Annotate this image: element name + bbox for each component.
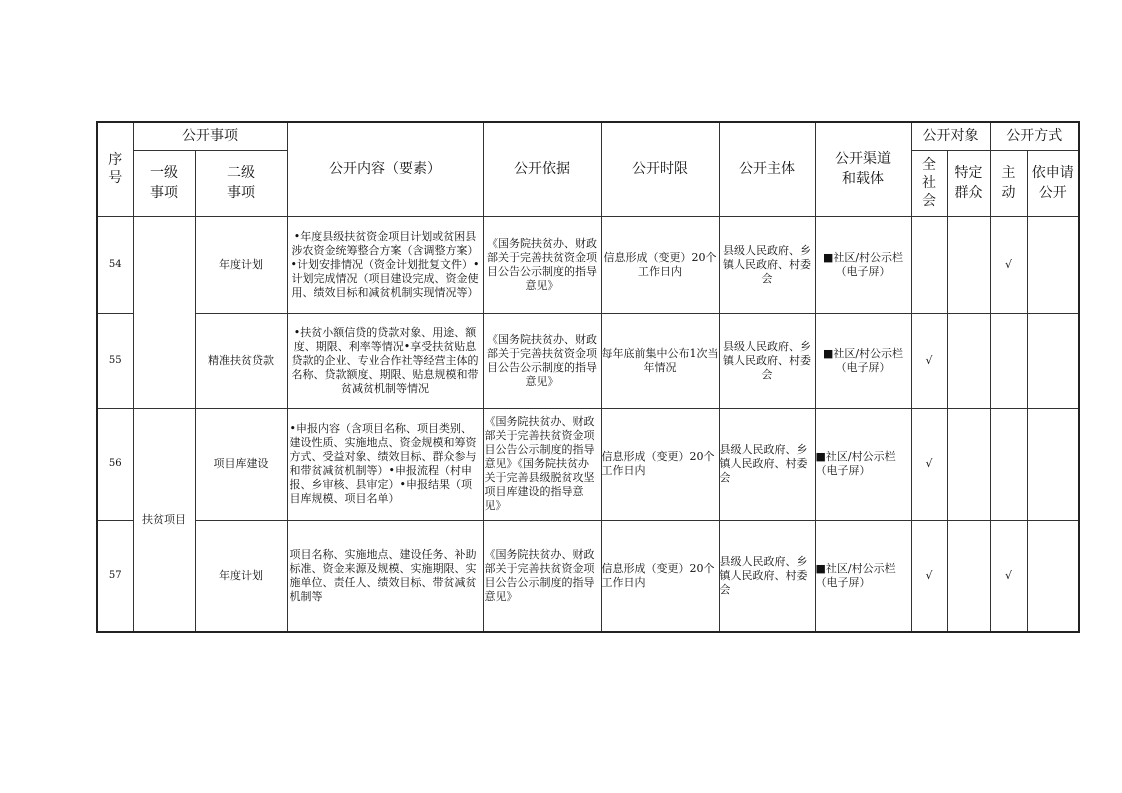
row-seq: 57 — [97, 520, 133, 632]
header-subject: 公开主体 — [719, 122, 815, 216]
row-target-all — [911, 216, 947, 313]
row-subject: 县级人民政府、乡镇人民政府、村委会 — [719, 216, 815, 313]
header-level2: 二级 事项 — [195, 150, 287, 216]
row-time-limit: 信息形成（变更）20个工作日内 — [601, 520, 719, 632]
row-time-limit: 每年底前集中公布1次当年情况 — [601, 313, 719, 408]
row-basis: 《国务院扶贫办、财政部关于完善扶贫资金项目公告公示制度的指导意见》 — [483, 313, 601, 408]
header-time-limit: 公开时限 — [601, 122, 719, 216]
header-public-items: 公开事项 — [133, 122, 287, 150]
row-method-active — [990, 313, 1027, 408]
row-method-apply — [1027, 408, 1079, 520]
row-channel: ■社区/村公示栏（电子屏） — [815, 520, 911, 632]
table-row — [97, 520, 1079, 632]
header-target-all: 全 社 会 — [911, 150, 947, 216]
row-channel: ■社区/村公示栏（电子屏） — [815, 408, 911, 520]
header-target: 公开对象 — [911, 122, 990, 150]
header-level1: 一级 事项 — [133, 150, 195, 216]
header-method-active: 主 动 — [990, 150, 1027, 216]
row-method-apply — [1027, 313, 1079, 408]
row-target-specific — [947, 408, 990, 520]
row-target-specific — [947, 520, 990, 632]
row-content: •年度县级扶贫资金项目计划或贫困县涉农资金统筹整合方案（含调整方案）•计划安排情况（资金计划批复文件）•计划完成情况（项目建设完成、资金使用、绩效目标和减贫机制实现情况等） — [287, 216, 483, 313]
row-level2: 年度计划 — [195, 520, 287, 632]
row-content: 项目名称、实施地点、建设任务、补助标准、资金来源及规模、实施期限、实施单位、责任人、绩效目标、带贫减贫机制等 — [287, 520, 483, 632]
header-method-apply: 依申请 公开 — [1027, 150, 1079, 216]
header-target-specific: 特定 群众 — [947, 150, 990, 216]
row-seq: 54 — [97, 216, 133, 313]
disclosure-table — [96, 121, 1080, 633]
row-target-all: √ — [911, 520, 947, 632]
row-method-active: √ — [990, 216, 1027, 313]
row-level2: 精准扶贫贷款 — [195, 313, 287, 408]
row-method-apply — [1027, 216, 1079, 313]
row-target-specific — [947, 216, 990, 313]
row-time-limit: 信息形成（变更）20个工作日内 — [601, 216, 719, 313]
table-row — [97, 408, 1079, 520]
header-basis: 公开依据 — [483, 122, 601, 216]
row-basis: 《国务院扶贫办、财政部关于完善扶贫资金项目公告公示制度的指导意见》 — [483, 520, 601, 632]
table-row — [97, 216, 1079, 313]
row-basis: 《国务院扶贫办、财政部关于完善扶贫资金项目公告公示制度的指导意见》 — [483, 216, 601, 313]
header-channel: 公开渠道 和载体 — [815, 122, 911, 216]
row-method-active — [990, 408, 1027, 520]
header-content: 公开内容（要素） — [287, 122, 483, 216]
row-content: •扶贫小额信贷的贷款对象、用途、额度、期限、利率等情况•享受扶贫贴息贷款的企业、专业合作社等经营主体的名称、贷款额度、期限、贴息规模和带贫减贫机制等情况 — [287, 313, 483, 408]
row-level2: 年度计划 — [195, 216, 287, 313]
row-method-active: √ — [990, 520, 1027, 632]
table-row — [97, 313, 1079, 408]
row-target-all: √ — [911, 313, 947, 408]
header-method: 公开方式 — [990, 122, 1079, 150]
row-channel: ■社区/村公示栏（电子屏） — [815, 313, 911, 408]
row-content: •申报内容（含项目名称、项目类别、建设性质、实施地点、资金规模和筹资方式、受益对象、绩效目标、群众参与和带贫减贫机制等）•申报流程（村申报、乡审核、县审定）•申报结果（项目库规模、项目名单） — [287, 408, 483, 520]
level1-group-label: 扶贫项目 — [133, 408, 195, 632]
row-seq: 55 — [97, 313, 133, 408]
row-target-specific — [947, 313, 990, 408]
row-subject: 县级人民政府、乡镇人民政府、村委会 — [719, 313, 815, 408]
row-channel: ■社区/村公示栏（电子屏） — [815, 216, 911, 313]
row-target-all: √ — [911, 408, 947, 520]
header-seq: 序 号 — [97, 122, 133, 216]
row-seq: 56 — [97, 408, 133, 520]
level1-empty-cell — [133, 216, 195, 408]
row-basis: 《国务院扶贫办、财政部关于完善扶贫资金项目公告公示制度的指导意见》《国务院扶贫办关于完善县级脱贫攻坚项目库建设的指导意见》 — [483, 408, 601, 520]
row-time-limit: 信息形成（变更）20个工作日内 — [601, 408, 719, 520]
row-method-apply — [1027, 520, 1079, 632]
row-subject: 县级人民政府、乡镇人民政府、村委会 — [719, 408, 815, 520]
row-level2: 项目库建设 — [195, 408, 287, 520]
row-subject: 县级人民政府、乡镇人民政府、村委会 — [719, 520, 815, 632]
